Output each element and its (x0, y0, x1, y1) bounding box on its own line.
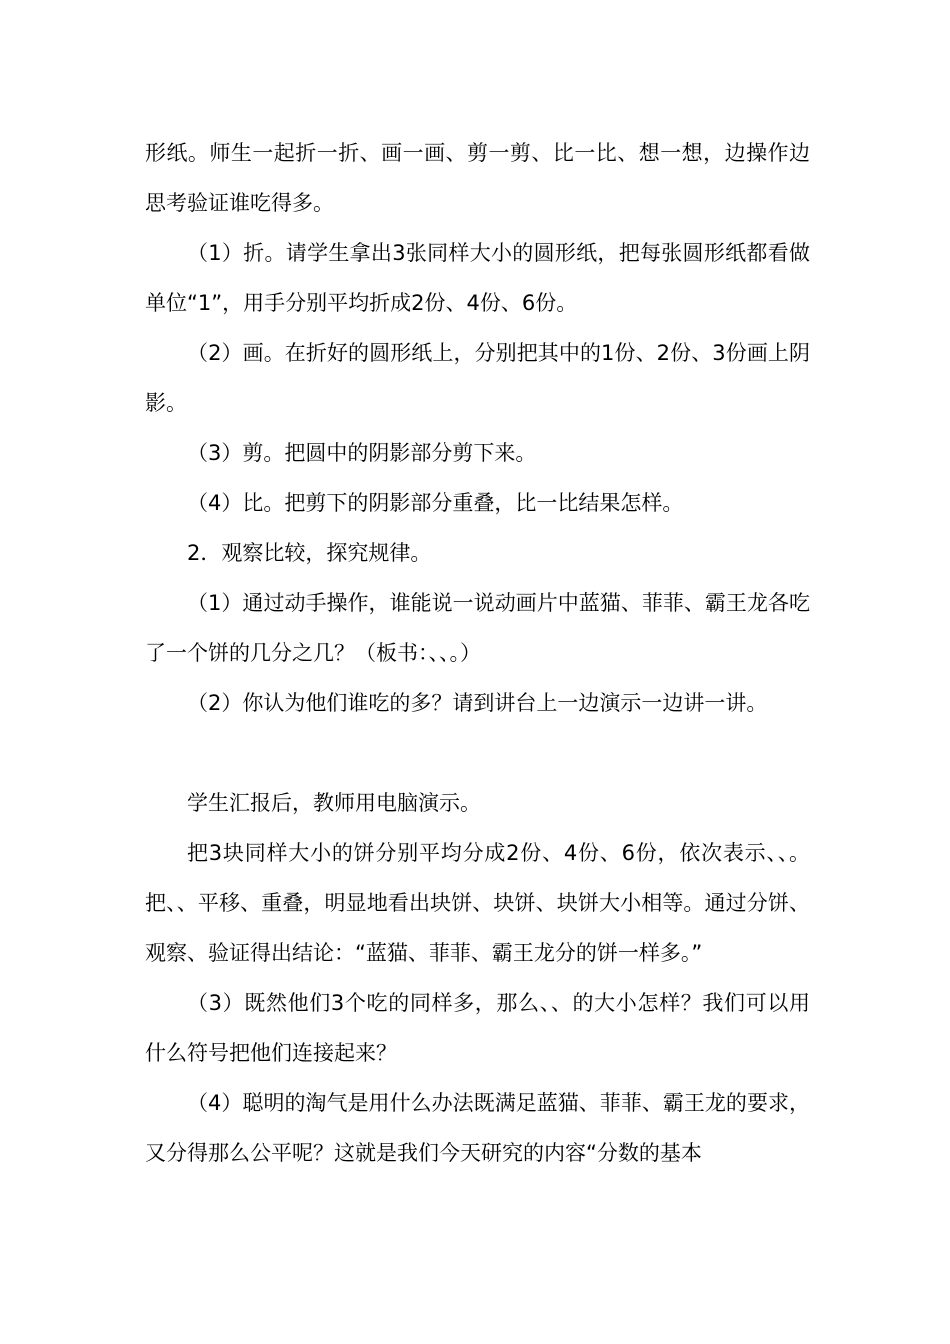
paragraph: 形纸。师生一起折一折、画一画、剪一剪、比一比、想一想，边操作边思考验证谁吃得多。 (145, 141, 810, 215)
paragraph: （1）折。请学生拿出3张同样大小的圆形纸，把每张圆形纸都看做单位“1”，用手分别平均折成2份、4份、6份。 (145, 241, 810, 315)
paragraph: （4）聪明的淘气是用什么办法既满足蓝猫、菲菲、霸王龙的要求，又分得那么公平呢？这就是我们今天研究的内容“分数的基本 (145, 1091, 810, 1165)
paragraph: 把3块同样大小的饼分别平均分成2份、4份、6份，依次表示、、。把、、平移、重叠，明显地看出块饼、块饼、块饼大小相等。通过分饼、观察、验证得出结论：“蓝猫、菲菲、霸王龙分的饼一样多。” (145, 841, 810, 965)
paragraph: （1）通过动手操作，谁能说一说动画片中蓝猫、菲菲、霸王龙各吃了一个饼的几分之几？（板书：、、。） (145, 591, 810, 665)
blank-line (145, 728, 810, 778)
paragraph: 学生汇报后，教师用电脑演示。 (187, 791, 481, 815)
paragraph: （3）剪。把圆中的阴影部分剪下来。 (187, 441, 537, 465)
paragraph: 2．观察比较，探究规律。 (187, 541, 432, 565)
paragraph: （4）比。把剪下的阴影部分重叠，比一比结果怎样。 (187, 491, 684, 515)
paragraph: （2）你认为他们谁吃的多？请到讲台上一边演示一边讲一讲。 (187, 691, 768, 715)
paragraph: （2）画。在折好的圆形纸上，分别把其中的1份、2份、3份画上阴影。 (145, 341, 810, 415)
paragraph: （3）既然他们3个吃的同样多，那么、、的大小怎样？我们可以用什么符号把他们连接起来？ (145, 991, 810, 1065)
document-body (145, 128, 810, 1178)
